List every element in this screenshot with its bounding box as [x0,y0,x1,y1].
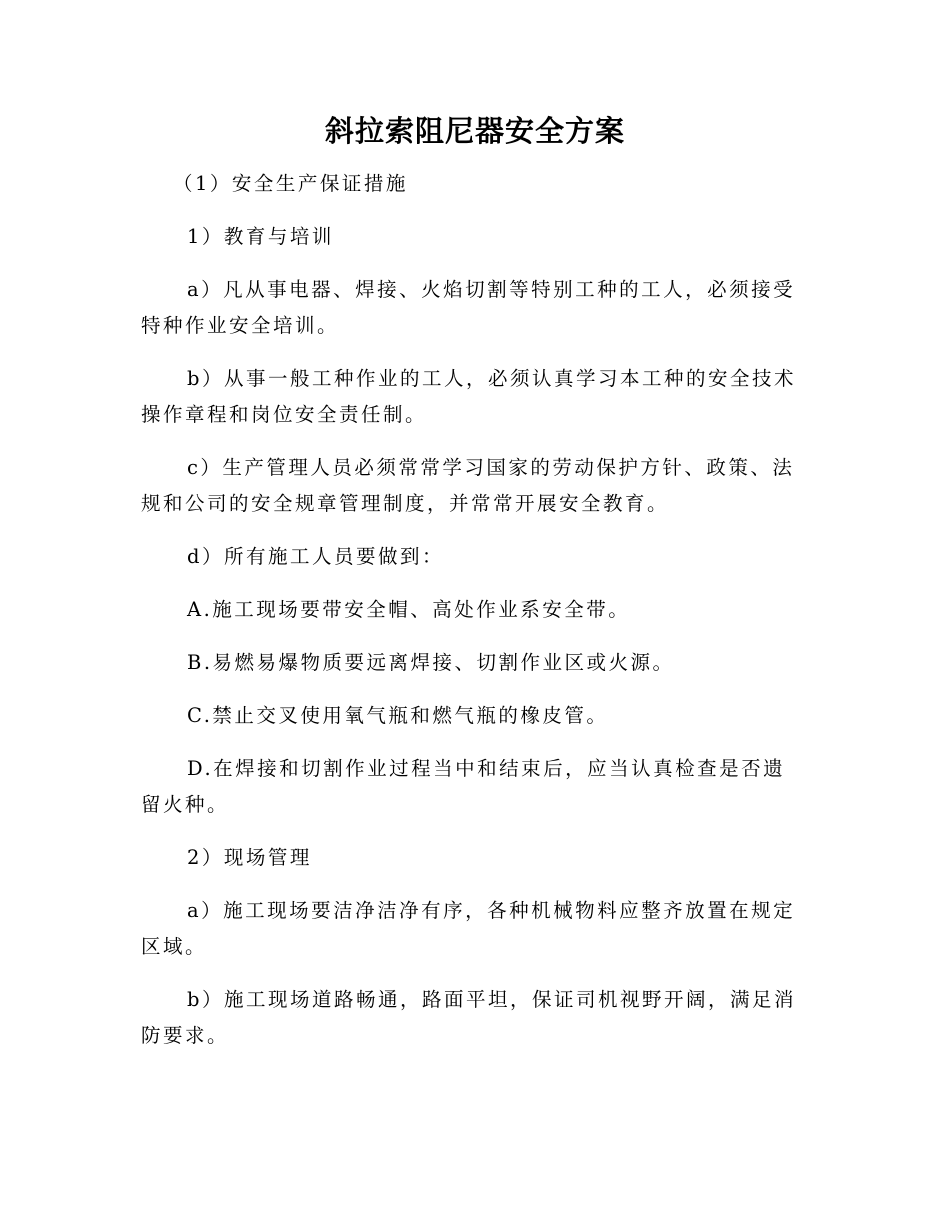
paragraph: d）所有施工人员要做到： [187,545,444,568]
list-item: D.在焊接和切割作业过程当中和结束后，应当认真检查是否遗留火种。 [141,757,786,816]
paragraph: b）施工现场道路畅通，路面平坦，保证司机视野开阔，满足消防要求。 [141,988,796,1047]
paragraph: b）从事一般工种作业的工人，必须认真学习本工种的安全技术操作章程和岗位安全责任制。 [141,367,796,426]
list-item: C.禁止交叉使用氧气瓶和燃气瓶的橡皮管。 [187,704,609,727]
subsection-heading: 1）教育与培训 [187,225,334,248]
subsection-heading: 2）现场管理 [187,846,312,869]
section-heading: （1）安全生产保证措施 [173,172,408,195]
document-body [141,166,805,1071]
list-item: B.易燃易爆物质要远离焊接、切割作业区或火源。 [187,651,675,674]
list-item: A.施工现场要带安全帽、高处作业系安全带。 [187,598,631,621]
paragraph: c）生产管理人员必须常常学习国家的劳动保护方针、政策、法规和公司的安全规章管理制度，并常常开展安全教育。 [141,456,795,515]
paragraph: a）凡从事电器、焊接、火焰切割等特别工种的工人，必须接受特种作业安全培训。 [141,278,796,337]
paragraph: a）施工现场要洁净洁净有序，各种机械物料应整齐放置在规定区域。 [141,899,796,958]
document-title: 斜拉索阻尼器安全方案 [324,114,625,148]
